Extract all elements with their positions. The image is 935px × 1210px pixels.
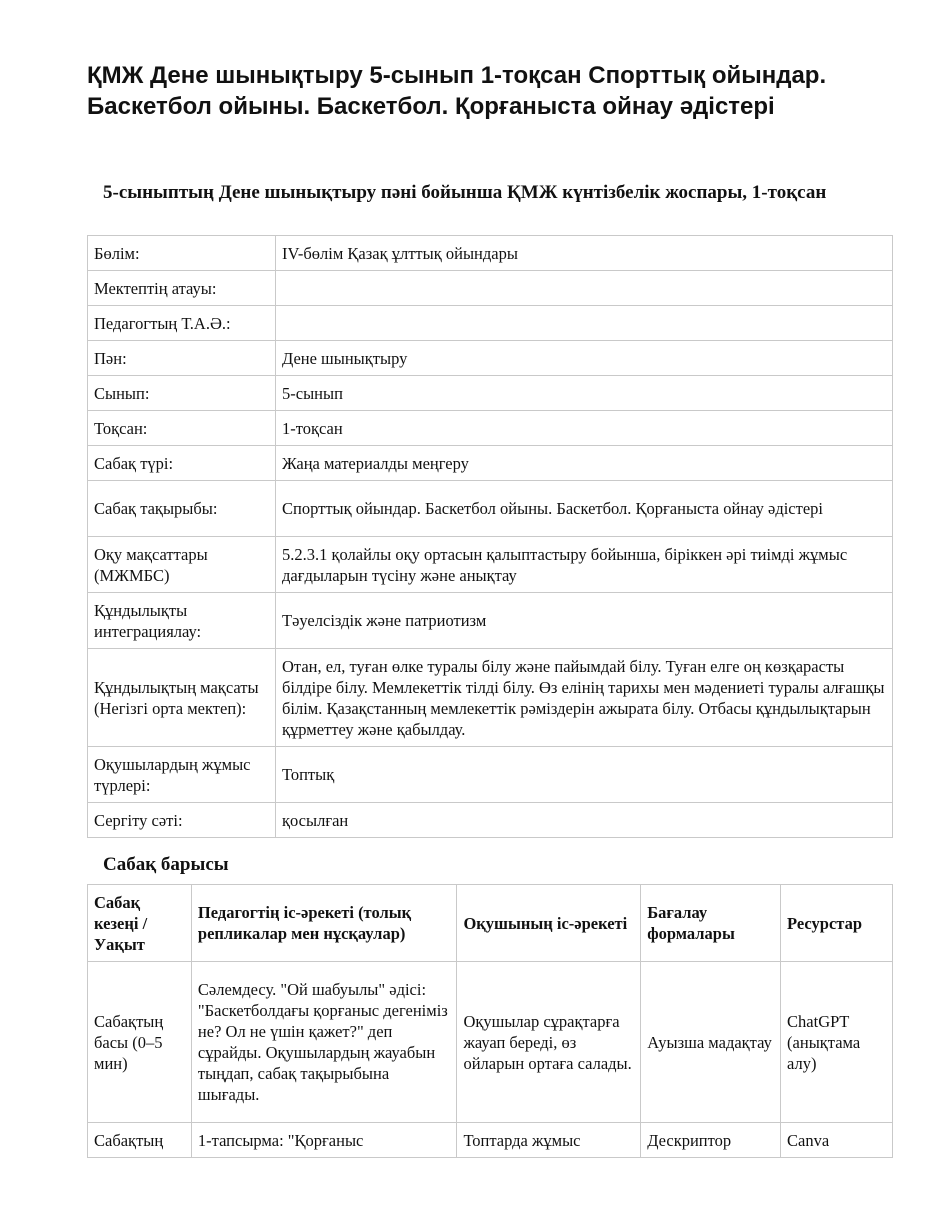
table-cell: Сабақтың: [88, 1123, 192, 1158]
info-value: 5-сынып: [276, 376, 893, 411]
info-row-lesson-topic: [88, 481, 893, 537]
info-value: Жаңа материалды меңгеру: [276, 446, 893, 481]
info-row-value-goal: [88, 649, 893, 747]
table-cell: Оқушылар сұрақтарға жауап береді, өз ойларын ортаға салады.: [457, 962, 641, 1123]
info-label: Оқу мақсаттары (МЖМБС): [88, 537, 276, 593]
info-row-subject: [88, 341, 893, 376]
info-value[interactable]: [276, 271, 893, 306]
table-cell: 1-тапсырма: "Қорғаныс: [191, 1123, 457, 1158]
info-row-teacher: [88, 306, 893, 341]
info-value: 5.2.3.1 қолайлы оқу ортасын қалыптастыру бойынша, біріккен әрі тиімді жұмыс дағдыларын түсіну және анықтау: [276, 537, 893, 593]
lesson-progress-table: [87, 884, 893, 1158]
info-value: 1-тоқсан: [276, 411, 893, 446]
lesson-info-table: [87, 235, 893, 838]
info-value: IV-бөлім Қазақ ұлттық ойындары: [276, 236, 893, 271]
info-label: Құндылықты интеграциялау:: [88, 593, 276, 649]
info-label: Педагогтың Т.А.Ә.:: [88, 306, 276, 341]
info-label: Сабақ тақырыбы:: [88, 481, 276, 537]
table-cell: Canva: [781, 1123, 893, 1158]
table-cell: Топтарда жұмыс: [457, 1123, 641, 1158]
info-label: Тоқсан:: [88, 411, 276, 446]
info-label: Оқушылардың жұмыс түрлері:: [88, 747, 276, 803]
info-row-school: [88, 271, 893, 306]
lesson-progress-heading: Сабақ барысы: [103, 854, 229, 875]
column-header: Педагогтің іс-әрекеті (толық репликалар мен нұсқаулар): [191, 885, 457, 962]
column-header: Оқушының іс-әрекеті: [457, 885, 641, 962]
plan-heading: 5-сыныптың Дене шынықтыру пәні бойынша ҚМЖ күнтізбелік жоспары, 1-тоқсан: [103, 182, 827, 203]
info-label: Мектептің атауы:: [88, 271, 276, 306]
table-cell: ChatGPT (анықтама алу): [781, 962, 893, 1123]
table-row: [88, 962, 893, 1123]
table-header-row: [88, 885, 893, 962]
info-value: Спорттық ойындар. Баскетбол ойыны. Баскетбол. Қорғаныста ойнау әдістері: [276, 481, 893, 537]
info-row-section: [88, 236, 893, 271]
table-cell: Сәлемдесу. "Ой шабуылы" әдісі: "Баскетболдағы қорғаныс дегеніміз не? Ол не үшін қажет?" деп сұрайды. Оқушылардың жауабын тыңдап, сабақ тақырыбына шығады.: [191, 962, 457, 1123]
info-row-break: [88, 803, 893, 838]
table-row: [88, 1123, 893, 1158]
info-row-values: [88, 593, 893, 649]
info-label: Құндылықтың мақсаты (Негізгі орта мектеп):: [88, 649, 276, 747]
info-value: Тәуелсіздік және патриотизм: [276, 593, 893, 649]
info-row-grade: [88, 376, 893, 411]
table-cell: Ауызша мадақтау: [641, 962, 781, 1123]
column-header: Бағалау формалары: [641, 885, 781, 962]
column-header: Ресурстар: [781, 885, 893, 962]
page-title: ҚМЖ Дене шынықтыру 5-сынып 1-тоқсан Спорттық ойындар. Баскетбол ойыны. Баскетбол. Қорғаныста ойнау әдістері: [87, 62, 827, 120]
info-label: Пән:: [88, 341, 276, 376]
info-value[interactable]: [276, 306, 893, 341]
info-row-quarter: [88, 411, 893, 446]
info-value: Топтық: [276, 747, 893, 803]
column-header: Сабақ кезеңі / Уақыт: [88, 885, 192, 962]
info-row-work-types: [88, 747, 893, 803]
info-label: Сабақ түрі:: [88, 446, 276, 481]
table-cell: Дескриптор: [641, 1123, 781, 1158]
info-value: Отан, ел, туған өлке туралы білу және пайымдай білу. Туған елге оң көзқарасты білдіре білу. Мемлекеттік тілді білу. Өз елінің тарихы мен мәдениеті туралы алғашқы білім. Қазақстанның мемлекеттік рәміздерін ажырата білу. Отбасы құндылықтарын құрметтеу және қабылдау.: [276, 649, 893, 747]
info-row-lesson-type: [88, 446, 893, 481]
info-label: Бөлім:: [88, 236, 276, 271]
info-label: Сергіту сәті:: [88, 803, 276, 838]
info-value: Дене шынықтыру: [276, 341, 893, 376]
info-value: қосылған: [276, 803, 893, 838]
info-row-objectives: [88, 537, 893, 593]
table-cell: Сабақтың басы (0–5 мин): [88, 962, 192, 1123]
info-label: Сынып:: [88, 376, 276, 411]
